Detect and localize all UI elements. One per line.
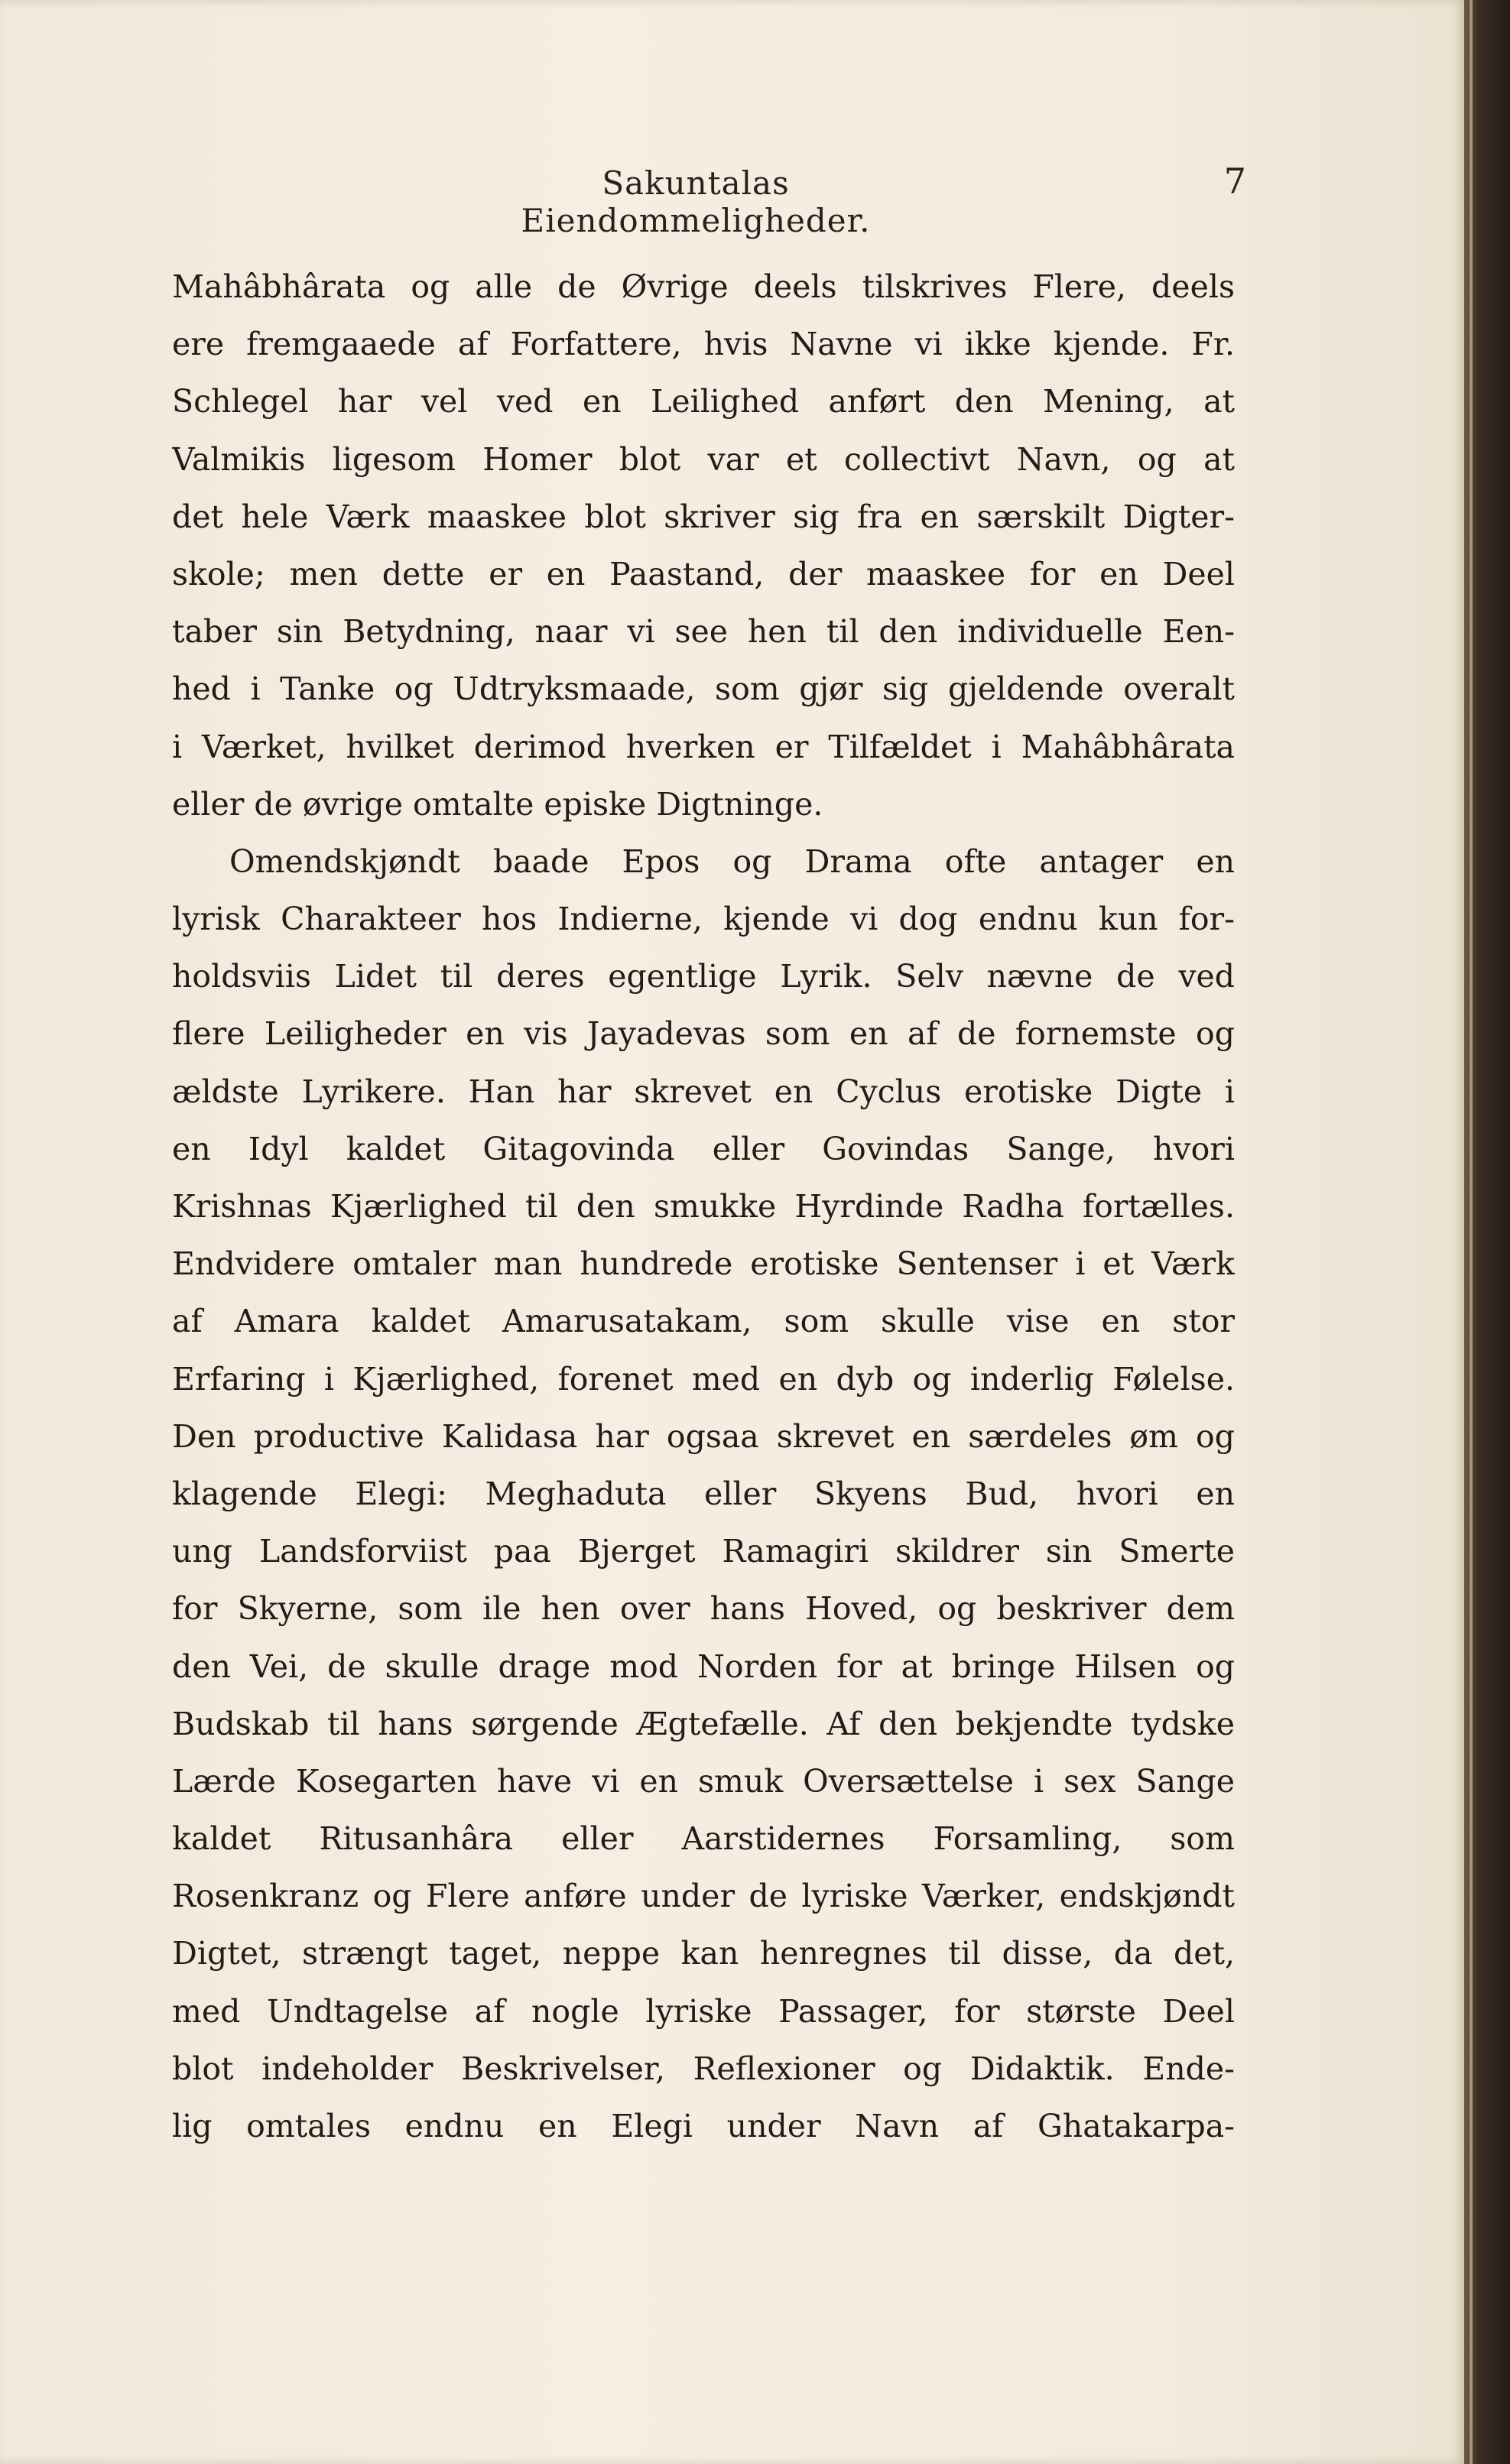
page-edge-highlight <box>1469 0 1473 2464</box>
text-line: i Værket, hvilket derimod hverken er Tilfældet i Mahâbhârata <box>172 728 1235 765</box>
text-line: Erfaring i Kjærlighed, forenet med en dyb og inderlig Følelse. <box>172 1360 1235 1398</box>
text-line: Mahâbhârata og alle de Øvrige deels tilskrives Flere, deels <box>172 268 1235 305</box>
body-text <box>172 258 1235 2155</box>
text-line: Endvidere omtaler man hundrede erotiske Sentenser i et Værk <box>172 1245 1235 1283</box>
text-line: Krishnas Kjærlighed til den smukke Hyrdinde Radha fortælles. <box>172 1188 1235 1225</box>
text-line: Schlegel har vel ved en Leilighed anført den Mening, at <box>172 383 1235 420</box>
text-line: Den productive Kalidasa har ogsaa skrevet en særdeles øm og <box>172 1417 1235 1455</box>
text-line: ældste Lyrikere. Han har skrevet en Cyclus erotiske Digte i <box>172 1073 1235 1110</box>
text-line: blot indeholder Beskrivelser, Reflexioner og Didaktik. Ende- <box>172 2050 1235 2087</box>
text-line: det hele Værk maaskee blot skriver sig fra en særskilt Digter- <box>172 498 1235 535</box>
text-line: ung Landsforviist paa Bjerget Ramagiri skildrer sin Smerte <box>172 1533 1235 1570</box>
text-line: en Idyl kaldet Gitagovinda eller Govindas Sange, hvori <box>172 1130 1235 1167</box>
text-line: flere Leiligheder en vis Jayadevas som en af de fornemste og <box>172 1015 1235 1053</box>
page-number: 7 <box>1223 161 1246 202</box>
running-title: Sakuntalas Eiendommeligheder. <box>521 164 871 239</box>
text-line: Lærde Kosegarten have vi en smuk Oversættelse i sex Sange <box>172 1762 1235 1800</box>
text-line: af Amara kaldet Amarusatakam, som skulle vise en stor <box>172 1303 1235 1340</box>
text-line: Budskab til hans sørgende Ægtefælle. Af den bekjendte tydske <box>172 1705 1235 1742</box>
text-line: Valmikis ligesom Homer blot var et collectivt Navn, og at <box>172 440 1235 478</box>
text-line: for Skyerne, som ile hen over hans Hoved, og beskriver dem <box>172 1590 1235 1628</box>
text-line: Digtet, strængt taget, neppe kan henregnes til disse, da det, <box>172 1935 1235 1972</box>
text-line: lig omtales endnu en Elegi under Navn af Ghatakarpa- <box>172 2108 1235 2144</box>
paragraph-end-line: eller de øvrige omtalte episke Digtninge. <box>172 785 823 823</box>
text-line: med Undtagelse af nogle lyriske Passager, for største Deel <box>172 1992 1235 2030</box>
text-line: lyrisk Charakteer hos Indierne, kjende vi dog endnu kun for- <box>172 901 1235 938</box>
paragraph-start-line: Omendskjøndt baade Epos og Drama ofte antager en <box>229 842 1235 880</box>
text-line: klagende Elegi: Meghaduta eller Skyens Bud, hvori en <box>172 1475 1235 1512</box>
text-line: ere fremgaaede af Forfattere, hvis Navne vi ikke kjende. Fr. <box>172 326 1235 363</box>
text-line: taber sin Betydning, naar vi see hen til den individuelle Een- <box>172 613 1235 651</box>
text-line: kaldet Ritusanhâra eller Aarstidernes Forsamling, som <box>172 1820 1235 1858</box>
text-line: hed i Tanke og Udtryksmaade, som gjør sig gjeldende overalt <box>172 670 1235 708</box>
text-line: Rosenkranz og Flere anføre under de lyriske Værker, endskjøndt <box>172 1878 1235 1915</box>
text-line: holdsviis Lidet til deres egentlige Lyrik. Selv nævne de ved <box>172 958 1235 995</box>
text-line: skole; men dette er en Paastand, der maaskee for en Deel <box>172 555 1235 592</box>
text-line: den Vei, de skulle drage mod Norden for at bringe Hilsen og <box>172 1648 1235 1685</box>
